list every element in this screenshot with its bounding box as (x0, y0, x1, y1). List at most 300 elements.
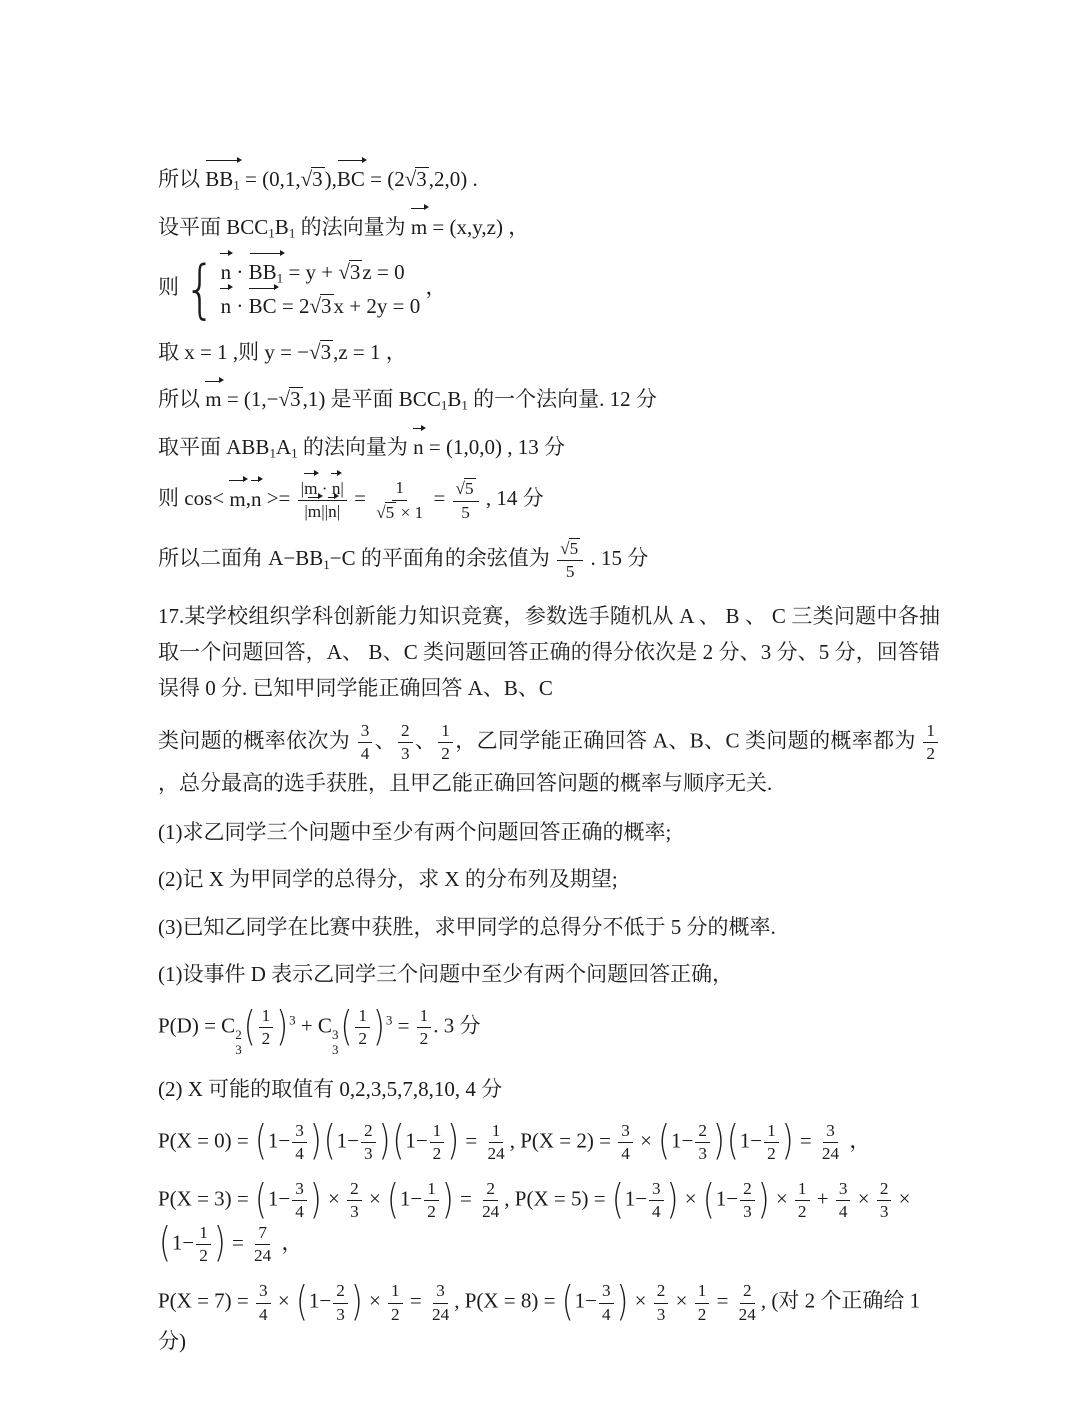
fraction (764, 1121, 779, 1165)
paren-group (243, 1003, 289, 1051)
text-run: 2 (358, 1029, 367, 1049)
denominator (251, 1245, 274, 1266)
vector (251, 487, 262, 512)
text-run: 2 (879, 1179, 889, 1199)
text-run: ， (276, 1230, 303, 1255)
text-run: 2 (926, 744, 936, 764)
line-normal-vector-m-result (158, 383, 940, 416)
text-run: −C 的平面角的余弦值为 (329, 546, 556, 571)
fraction (361, 1121, 376, 1165)
line-normal-vector-setup (158, 211, 940, 244)
radical-icon: √ (404, 167, 417, 191)
text-run: >= (261, 486, 296, 511)
text-run: ,1) 是平面 BCC (302, 387, 441, 412)
text-run: 24 (738, 1304, 756, 1324)
text-run: BC (248, 294, 277, 319)
numerator (438, 721, 453, 743)
vector-base (328, 502, 337, 521)
text-run: . 3 分 (433, 1013, 481, 1038)
text-run: ，总分最高的选手获胜，且甲乙能正确回答问题的概率与顺序无关. (158, 770, 773, 795)
denominator (599, 1304, 614, 1325)
cases-rows (221, 258, 421, 321)
paren-content (625, 1179, 666, 1223)
vector-base (205, 387, 221, 411)
text-run: 7 (258, 1222, 267, 1242)
fraction (795, 1179, 810, 1223)
denominator (430, 1143, 445, 1164)
numerator (424, 1179, 439, 1201)
text-run: = (1,0,0) , 13 分 (423, 434, 565, 459)
text-run: , P(X = 5) = (504, 1186, 611, 1211)
vector-arrow-icon (204, 156, 241, 164)
open-paren-icon: ( (255, 1176, 267, 1224)
paren-content (337, 1121, 378, 1165)
fraction (599, 1281, 614, 1325)
denominator (259, 1028, 274, 1049)
text-run: 3 (259, 1281, 268, 1301)
text-run: 3 (363, 1143, 373, 1163)
square-root (456, 479, 476, 498)
text-run: 2 (742, 1281, 752, 1301)
square-root (310, 294, 334, 318)
text-run: , 14 分 (480, 486, 544, 511)
numerator (877, 1179, 892, 1201)
text-run: × (770, 1186, 793, 1211)
close-paren-icon: ) (441, 1176, 454, 1224)
subscript: 1 (288, 225, 296, 241)
denominator (484, 1143, 507, 1164)
text-run: 5 (461, 502, 470, 522)
stack-sub: 3 (331, 1042, 339, 1057)
vector-base (221, 260, 232, 284)
vector-arrow-icon (327, 493, 338, 500)
denominator (292, 1143, 307, 1164)
numerator (740, 1281, 755, 1303)
text-run: = (0,1, (239, 167, 301, 191)
close-paren-icon: ) (309, 1117, 322, 1165)
numerator (695, 1121, 710, 1143)
paren-content (353, 1006, 372, 1050)
text-run: 2 (743, 1179, 752, 1199)
numerator (836, 1179, 851, 1201)
denominator (649, 1201, 664, 1222)
line-px0-px2 (158, 1117, 940, 1165)
open-paren-icon: ( (295, 1278, 308, 1326)
fraction (430, 1121, 445, 1165)
line-px3-px5 (158, 1176, 940, 1268)
text-run: 2 (486, 1179, 495, 1199)
vector-base (413, 435, 424, 459)
line-vectors-bb1-bc (158, 163, 940, 196)
text-run: . 15 分 (585, 546, 649, 571)
numerator (618, 1121, 633, 1143)
paren-group (386, 1176, 455, 1224)
vector (221, 294, 232, 319)
text-run: 1− (267, 1186, 291, 1211)
radicand (385, 502, 397, 522)
text-run: B (447, 387, 462, 412)
fraction (836, 1179, 851, 1223)
text-run: 3 (295, 1120, 304, 1140)
text-run: 5 (464, 479, 474, 499)
text-run: ， (420, 275, 447, 300)
text-run: = y + (283, 260, 339, 285)
text-run: (1)设事件 D 表示乙同学三个问题中至少有两个问题回答正确， (158, 962, 734, 987)
fraction (479, 1179, 502, 1223)
close-paren-icon: ) (447, 1117, 460, 1165)
text-run: 3 (360, 721, 370, 740)
close-paren-icon: ) (213, 1219, 226, 1268)
text-run: 3 (601, 1281, 611, 1301)
text-run: 设平面 BCC (158, 214, 269, 239)
text-run: · (231, 260, 249, 285)
line-answer-2-values (158, 1073, 940, 1106)
text-run: P(X = 0) = (158, 1128, 255, 1153)
text-run: , (245, 486, 251, 511)
text-run: 1 (261, 1005, 271, 1025)
text-run: 2 (697, 1304, 707, 1324)
text-run: 4 (259, 1304, 268, 1324)
fraction (557, 538, 583, 583)
vector-arrow-icon (303, 470, 318, 477)
numerator (923, 721, 938, 743)
paren-content (740, 1121, 781, 1165)
fraction (196, 1223, 211, 1267)
open-paren-icon: ( (561, 1278, 574, 1326)
square-root (279, 387, 303, 411)
text-run: 2 (767, 1143, 776, 1163)
close-paren-icon: ) (666, 1176, 679, 1224)
denominator (388, 1304, 403, 1325)
text-run: 3 (400, 744, 410, 764)
paren-group (657, 1117, 726, 1165)
fraction (484, 1121, 507, 1165)
subscript: 1 (233, 177, 240, 193)
text-run: ), (324, 167, 337, 191)
text-run: (2) X 可能的取值有 0,2,3,5,7,8,10, 4 分 (158, 1076, 503, 1101)
text-run: | (340, 478, 344, 498)
fraction (417, 1006, 432, 1050)
text-run: 2 (363, 1120, 373, 1140)
text-run: , (对 2 个正确给 1 分) (158, 1289, 926, 1353)
square-root (376, 503, 396, 522)
denominator (358, 743, 373, 764)
fraction (388, 1281, 403, 1325)
text-run: P(X = 3) = (158, 1186, 255, 1211)
text-run: = 2 (276, 294, 310, 319)
text-run: , P(X = 2) = (509, 1128, 617, 1153)
subscript: 1 (269, 445, 276, 461)
text-run: 1− (336, 1128, 359, 1153)
text-run: = (x,y,z) ， (427, 214, 530, 239)
radical-icon: √ (278, 387, 291, 412)
fraction (333, 1281, 348, 1325)
text-run: 4 (601, 1304, 611, 1324)
text-run: 2 (336, 1281, 345, 1301)
paren-group (254, 1176, 323, 1224)
text-run: 2 (432, 1143, 442, 1163)
radicand (349, 260, 363, 285)
paren-content (172, 1223, 213, 1267)
close-paren-icon: ) (781, 1117, 794, 1165)
paren-content (268, 1179, 309, 1223)
text-run: 4 (295, 1202, 304, 1222)
vector (413, 435, 424, 460)
open-paren-icon: ( (387, 1176, 399, 1224)
text-run: 取平面 ABB (158, 434, 270, 459)
denominator (429, 1304, 452, 1325)
radicand (311, 167, 325, 192)
vector (221, 260, 232, 285)
text-run: | (336, 502, 341, 522)
paren-content (671, 1121, 712, 1165)
fraction (298, 479, 347, 523)
text-run: × (363, 1289, 387, 1313)
text-run: 2 (441, 744, 450, 764)
numerator (292, 1179, 307, 1201)
fraction (429, 1281, 452, 1325)
open-paren-icon: ( (611, 1176, 624, 1224)
subscript: 1 (268, 225, 275, 241)
text-run: 24 (487, 1143, 505, 1163)
text-run: 3 (656, 1304, 666, 1324)
text-run: 3 (743, 1202, 752, 1222)
text-run: 17.某学校组织学科创新能力知识竞赛，参数选手随机从 A 、 B 、 C 三类问题中各抽取一个问题回答，A、 B、C 类问题回答正确的得分依次是 2 分、3 分、5 分，回答错误得 0 分. 已知甲同学能正确回答 A、B、C (158, 603, 940, 700)
subscript: 1 (440, 397, 448, 413)
denominator (301, 501, 343, 523)
text-run: = (428, 486, 451, 511)
text-run: B (274, 214, 289, 239)
stack-sup: 3 (331, 1027, 339, 1043)
paren-group (254, 1117, 323, 1165)
vector (337, 167, 365, 192)
numerator (430, 1121, 445, 1143)
numerator (695, 1281, 710, 1303)
open-paren-icon: ( (726, 1117, 739, 1165)
open-paren-icon: ( (323, 1117, 336, 1165)
text-run: × (272, 1289, 295, 1313)
text-run: 1− (308, 1289, 332, 1313)
denominator (355, 1028, 370, 1049)
paren-content (575, 1281, 616, 1325)
text-run: 1 (419, 1005, 429, 1025)
numerator (398, 721, 413, 743)
text-run: n (220, 294, 232, 319)
text-run: = (226, 1230, 250, 1255)
numerator (433, 1281, 448, 1303)
fraction (438, 721, 453, 765)
text-run: n (331, 478, 341, 498)
radicand (464, 478, 476, 498)
vector-base (249, 260, 284, 284)
text-run: 3 (290, 387, 301, 412)
text-run: · (317, 478, 332, 498)
text-run: 2 (797, 1202, 807, 1222)
numerator (333, 1281, 348, 1303)
text-run: n (250, 486, 262, 511)
fraction (695, 1121, 710, 1165)
text-run: 3 (621, 1120, 630, 1140)
line-equation-system (158, 251, 940, 326)
denominator (877, 1201, 892, 1222)
vector-arrow-icon (336, 156, 366, 164)
text-run: 1 (926, 721, 936, 740)
fraction (654, 1281, 669, 1325)
text-run: × 1 (396, 502, 424, 522)
vector-arrow-icon (307, 493, 322, 500)
text-run: + (811, 1186, 834, 1211)
text-run: m (304, 478, 318, 498)
vector (249, 260, 284, 285)
text-run: 4 (295, 1143, 304, 1163)
text-run: 1 (199, 1222, 208, 1242)
text-run: 2 (199, 1246, 208, 1266)
vector (229, 487, 245, 512)
paren-group (323, 1117, 392, 1165)
text-run: 1 (767, 1120, 776, 1140)
text-run: 24 (482, 1202, 500, 1222)
vector-arrow-icon (250, 476, 263, 484)
para-probabilities (158, 721, 940, 801)
denominator (819, 1143, 842, 1164)
denominator (923, 743, 938, 764)
vector-arrow-icon (220, 284, 233, 292)
paren-group (726, 1117, 795, 1165)
denominator (563, 561, 578, 582)
numerator (823, 1121, 838, 1143)
fraction (373, 478, 426, 523)
denominator (398, 743, 413, 764)
denominator (836, 1201, 851, 1222)
text-run: 2 (391, 1304, 400, 1324)
numerator (483, 1179, 498, 1201)
numerator (654, 1281, 669, 1303)
vector-base (337, 167, 365, 191)
text-run: || (321, 502, 329, 522)
text-run: 2 (698, 1120, 707, 1140)
denominator (438, 743, 453, 764)
text-run: = (454, 1186, 478, 1211)
text-run: = (711, 1289, 734, 1313)
text-run: 取 x = 1 ,则 y = − (158, 339, 310, 364)
text-run: 1 (797, 1179, 807, 1199)
text-run: = (348, 486, 372, 511)
radicand (415, 167, 429, 192)
cases-row (221, 292, 421, 320)
text-run: 的一个法向量. 12 分 (467, 387, 657, 412)
radicand (320, 294, 334, 319)
text-run: ， (844, 1128, 871, 1153)
text-run: 1− (715, 1186, 739, 1211)
text-run: 24 (254, 1246, 272, 1266)
numerator (292, 1121, 307, 1143)
vector-arrow-icon (228, 476, 246, 484)
text-run: m (205, 387, 222, 412)
open-paren-icon: ( (159, 1219, 171, 1268)
vector-arrow-icon (248, 284, 278, 292)
denominator (196, 1245, 211, 1266)
line-probability-d (158, 1003, 940, 1058)
denominator (764, 1143, 779, 1164)
text-run: 则 cos< (158, 486, 230, 511)
text-run: · (231, 294, 249, 319)
text-run: BB (248, 260, 277, 285)
text-run: 3 (826, 1120, 835, 1140)
subscript: 1 (323, 556, 330, 572)
text-run: 2 (261, 1029, 271, 1049)
fraction (347, 1179, 362, 1223)
text-run: 2 (350, 1179, 359, 1199)
text-run: n (413, 434, 424, 459)
text-run: 1− (671, 1128, 694, 1153)
line-question-1 (158, 816, 940, 849)
text-run: = (460, 1128, 483, 1153)
fraction (292, 1121, 307, 1165)
text-run: m (307, 502, 322, 522)
paren-group (702, 1176, 771, 1224)
square-root (338, 260, 362, 284)
vector (249, 294, 277, 319)
fraction (736, 1281, 759, 1325)
vector-base (249, 294, 277, 318)
text-run: 2 (427, 1202, 436, 1222)
numerator (259, 1006, 274, 1028)
line-take-x-equals-1 (158, 336, 940, 369)
open-paren-icon: ( (702, 1176, 715, 1224)
fraction (649, 1179, 664, 1223)
vector-base (229, 487, 245, 511)
text-run: 所以二面角 A−BB (158, 546, 324, 571)
text-run: 1− (574, 1289, 597, 1313)
text-run: = (794, 1128, 817, 1153)
denominator (373, 501, 426, 523)
text-run: 、 (374, 728, 396, 753)
numerator (355, 1006, 370, 1028)
text-run: × (679, 1186, 702, 1211)
text-run: 1 (441, 721, 450, 740)
text-run: 1− (624, 1186, 648, 1211)
text-run: | (304, 502, 308, 522)
radicand (569, 538, 581, 558)
vector-base (411, 215, 427, 239)
text-run: 3 (312, 167, 323, 191)
text-run: × (893, 1186, 916, 1211)
text-run: × (322, 1186, 346, 1211)
cases-row (221, 258, 421, 286)
text-run: 1− (405, 1128, 428, 1153)
fraction (256, 1281, 271, 1325)
text-run: 3 (838, 1179, 848, 1199)
square-root (309, 340, 333, 364)
text-run: 1− (171, 1230, 195, 1255)
paren-group (295, 1278, 364, 1326)
superscript: 3 (289, 1012, 296, 1028)
text-run: ，乙同学能正确回答 A、B、C 类问题的概率都为 (454, 728, 922, 753)
denominator (479, 1201, 502, 1222)
text-run: 1 (427, 1179, 436, 1199)
text-run: 24 (821, 1143, 840, 1163)
vector (411, 215, 427, 240)
numerator (361, 1121, 376, 1143)
text-run: 3 (350, 1202, 359, 1222)
denominator (618, 1143, 633, 1164)
text-run: 2 (419, 1029, 429, 1049)
text-run: | (300, 478, 305, 498)
text-run: 1− (739, 1128, 763, 1153)
text-run: A (275, 434, 292, 459)
text-run: 3 (879, 1202, 889, 1222)
text-run: (1)求乙同学三个问题中至少有两个问题回答正确的概率; (158, 819, 672, 844)
